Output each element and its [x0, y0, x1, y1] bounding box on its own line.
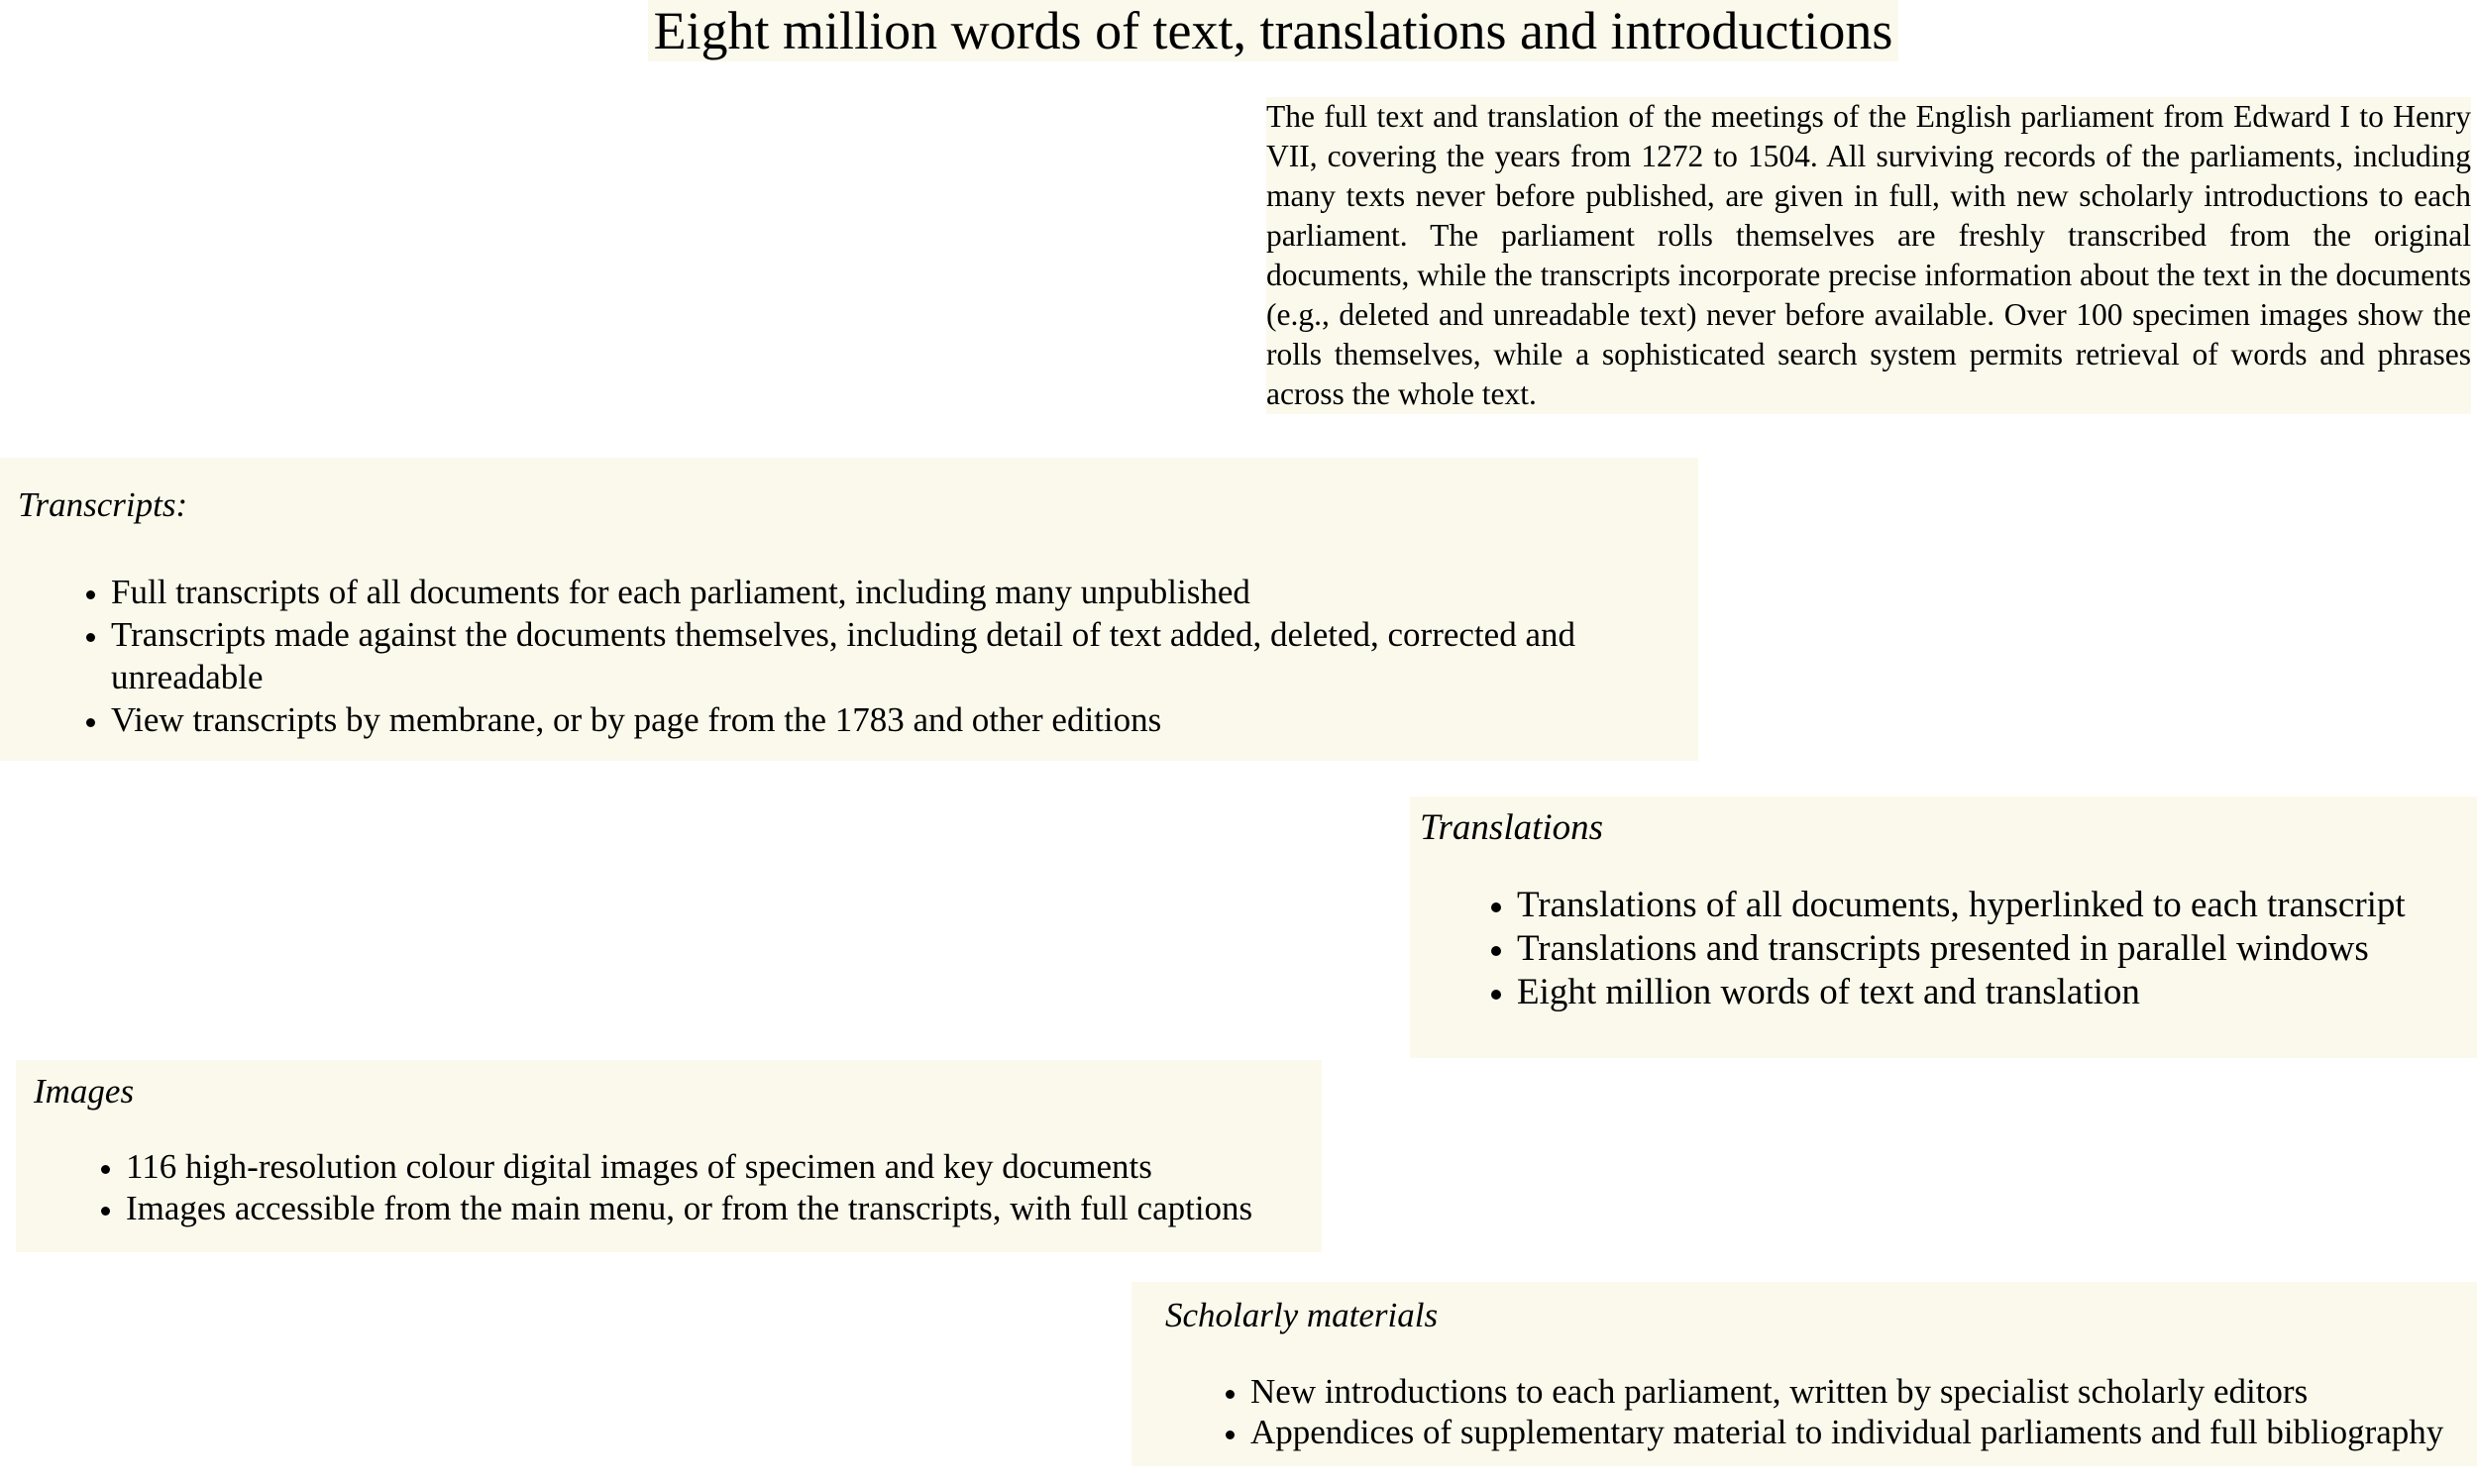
scholarly-materials-heading: Scholarly materials: [1165, 1296, 1439, 1334]
images-panel: [16, 1060, 1322, 1252]
list-item: • Transcripts made against the documents themselves, including detail of text added, deleted, corrected and unreadable: [111, 613, 1692, 698]
list-item: • Appendices of supplementary material to individual parliaments and full bibliography: [1250, 1412, 2469, 1452]
images-list: [126, 1146, 1315, 1229]
translations-panel: [1410, 796, 2477, 1058]
list-item: • View transcripts by membrane, or by page from the 1783 and other editions: [111, 698, 1692, 741]
intro-paragraph: The full text and translation of the meetings of the English parliament from Edward I to Henry VII, covering the years from 1272 to 1504. All surviving records of the parliaments, including many texts never before published, are given in full, with new scholarly introductions to each parliament. The parliament rolls themselves are freshly transcribed from the original documents, while the transcripts incorporate precise information about the text in the documents (e.g., deleted and unreadable text) never before available. Over 100 specimen images show the rolls themselves, while a sophisticated search system permits retrieval of words and phrases across the whole text.: [1266, 97, 2471, 414]
images-heading: Images: [34, 1072, 135, 1111]
list-item: • Translations and transcripts presented in parallel windows: [1517, 927, 2468, 971]
scholarly-materials-list: [1250, 1371, 2469, 1452]
transcripts-panel: [0, 458, 1698, 761]
list-item: • New introductions to each parliament, written by specialist scholarly editors: [1250, 1371, 2469, 1412]
list-item: • Images accessible from the main menu, or from the transcripts, with full captions: [126, 1188, 1315, 1229]
list-item: • 116 high-resolution colour digital images of specimen and key documents: [126, 1146, 1315, 1188]
list-item: • Translations of all documents, hyperlinked to each transcript: [1517, 884, 2468, 927]
translations-list: [1517, 884, 2468, 1014]
transcripts-list: [111, 571, 1692, 741]
page-title: Eight million words of text, translations and introductions: [648, 0, 1898, 61]
list-item: • Full transcripts of all documents for each parliament, including many unpublished: [111, 571, 1692, 613]
transcripts-heading: Transcripts:: [18, 485, 188, 524]
translations-heading: Translations: [1420, 807, 1604, 848]
scholarly-materials-panel: [1131, 1282, 2477, 1466]
list-item: • Eight million words of text and translation: [1517, 971, 2468, 1014]
